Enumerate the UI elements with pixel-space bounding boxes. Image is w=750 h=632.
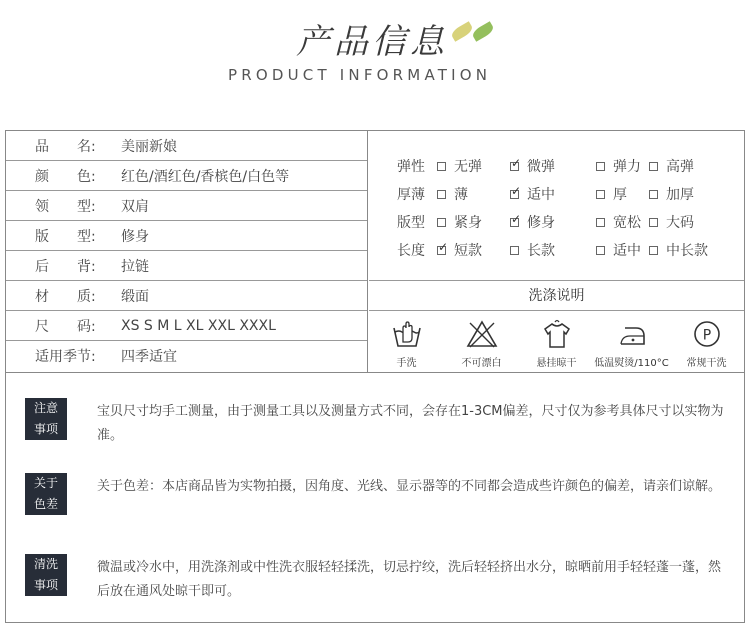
- spec-row: [6, 251, 367, 281]
- attribute-option: 加厚: [649, 184, 694, 204]
- spec-list: [6, 131, 368, 372]
- spec-value: 缎面: [121, 288, 149, 305]
- leaf-icon: [450, 21, 475, 42]
- note-text: 微温或冷水中，用洗涤剂或中性洗衣服轻轻揉洗，切忌拧绞，洗后轻轻挤出水分，晾晒前用手轻轻蓬一蓬，然后放在通风处晾干即可。: [97, 560, 722, 599]
- attribute-option: ✓ 适中: [510, 184, 596, 204]
- wash-label: 不可漂白: [461, 358, 502, 369]
- note-text: 关于色差：本店商品皆为实物拍摄，因角度、光线、显示器等的不同都会造成些许颜色的偏差，请亲们谅解。: [97, 479, 722, 494]
- attribute-option: 弹力: [596, 156, 649, 176]
- attribute-option: 宽松: [596, 212, 649, 232]
- section-title: 产品信息: [296, 22, 448, 62]
- notes-section: [5, 373, 745, 623]
- note-tag: 注意事项: [25, 398, 67, 440]
- checked-checkbox-icon: [510, 190, 519, 199]
- checkbox-icon: [596, 190, 605, 199]
- section-subtitle: PRODUCT INFORMATION: [228, 66, 492, 84]
- checkbox-icon: [596, 218, 605, 227]
- attribute-option: 薄: [437, 184, 510, 204]
- wash-instruction: [519, 319, 594, 371]
- attribute-option: ✓ 短款: [437, 240, 510, 260]
- checkbox-icon: [649, 246, 658, 255]
- attribute-row: [369, 208, 744, 236]
- note-item: [25, 398, 724, 443]
- no-bleach-icon: [466, 319, 498, 349]
- checkbox-icon: [437, 190, 446, 199]
- checked-checkbox-icon: [510, 218, 519, 227]
- attribute-row: [369, 152, 744, 180]
- wash-label: 手洗: [396, 358, 417, 369]
- wash-instruction: [369, 319, 444, 371]
- hang-dry-icon: [541, 319, 573, 349]
- attribute-row: [369, 236, 744, 264]
- attribute-label: 版型: [397, 215, 425, 231]
- washing-icons: [369, 311, 744, 371]
- spec-label: 材 质:: [35, 288, 96, 305]
- checkbox-icon: [510, 246, 519, 255]
- checkbox-icon: [437, 218, 446, 227]
- spec-label: 适用季节:: [35, 349, 96, 365]
- spec-value: 四季适宜: [121, 349, 177, 365]
- attribute-option: ✓ 修身: [510, 212, 596, 232]
- spec-label: 后 背:: [35, 258, 96, 275]
- low-iron-icon: [616, 319, 648, 349]
- checked-checkbox-icon: [510, 162, 519, 171]
- checkbox-icon: [437, 162, 446, 171]
- wash-label: 常规干洗: [686, 358, 727, 369]
- spec-row: [6, 191, 367, 221]
- checkbox-icon: [649, 218, 658, 227]
- note-item: [25, 473, 722, 515]
- dry-clean-icon: [691, 319, 723, 349]
- attribute-option: 适中: [596, 240, 649, 260]
- product-info-table: [5, 130, 745, 373]
- spec-label: 版 型:: [35, 228, 96, 245]
- spec-row: [6, 341, 367, 371]
- attribute-label: 弹性: [397, 159, 425, 175]
- spec-value: 双肩: [121, 198, 149, 215]
- checkbox-icon: [649, 190, 658, 199]
- checkbox-icon: [596, 246, 605, 255]
- leaf-icon: [471, 21, 496, 42]
- spec-value: 美丽新娘: [121, 138, 177, 155]
- wash-instruction: [594, 319, 669, 371]
- attribute-label: 厚薄: [397, 187, 425, 203]
- spec-value: 修身: [121, 228, 149, 245]
- spec-label: 颜 色:: [35, 168, 96, 185]
- spec-label: 品 名:: [35, 138, 96, 155]
- attribute-option: ✓ 微弹: [510, 156, 596, 176]
- wash-instruction: [444, 319, 519, 371]
- wash-instruction: [669, 319, 744, 371]
- wash-label: 低温熨烫/110°C: [594, 358, 669, 369]
- checkbox-icon: [649, 162, 658, 171]
- attribute-option: 厚: [596, 184, 649, 204]
- spec-value: XS S M L XL XXL XXXL: [121, 317, 276, 334]
- hand-wash-icon: [391, 319, 423, 349]
- attribute-option: 中长款: [649, 240, 708, 260]
- checkbox-icon: [596, 162, 605, 171]
- attribute-option: 长款: [510, 240, 596, 260]
- note-text: 宝贝尺寸均手工测量，由于测量工具以及测量方式不同，会存在1-3CM偏差，尺寸仅为参考具体尺寸以实物为准。: [97, 404, 724, 443]
- washing-title: 洗涤说明: [369, 281, 744, 311]
- note-tag: 关于色差: [25, 473, 67, 515]
- attribute-option: 紧身: [437, 212, 510, 232]
- attribute-option: 大码: [649, 212, 694, 232]
- attribute-label: 长度: [397, 243, 425, 259]
- attribute-option: 高弹: [649, 156, 694, 176]
- attribute-grid: [369, 131, 744, 281]
- spec-row: [6, 221, 367, 251]
- spec-label: 领 型:: [35, 198, 96, 215]
- attribute-row: [369, 180, 744, 208]
- checked-checkbox-icon: [437, 246, 446, 255]
- wash-label: 悬挂晾干: [536, 358, 577, 369]
- spec-row: [6, 281, 367, 311]
- spec-label: 尺 码:: [35, 318, 96, 335]
- svg-text:P: P: [702, 327, 711, 344]
- note-tag: 清洗事项: [25, 554, 67, 596]
- spec-row: [6, 311, 367, 341]
- attribute-panel: [369, 131, 744, 372]
- spec-value: 拉链: [121, 258, 149, 275]
- spec-value: 红色/酒红色/香槟色/白色等: [121, 168, 290, 185]
- spec-row: [6, 131, 367, 161]
- spec-row: [6, 161, 367, 191]
- note-item: [25, 554, 722, 599]
- attribute-option: 无弹: [437, 156, 510, 176]
